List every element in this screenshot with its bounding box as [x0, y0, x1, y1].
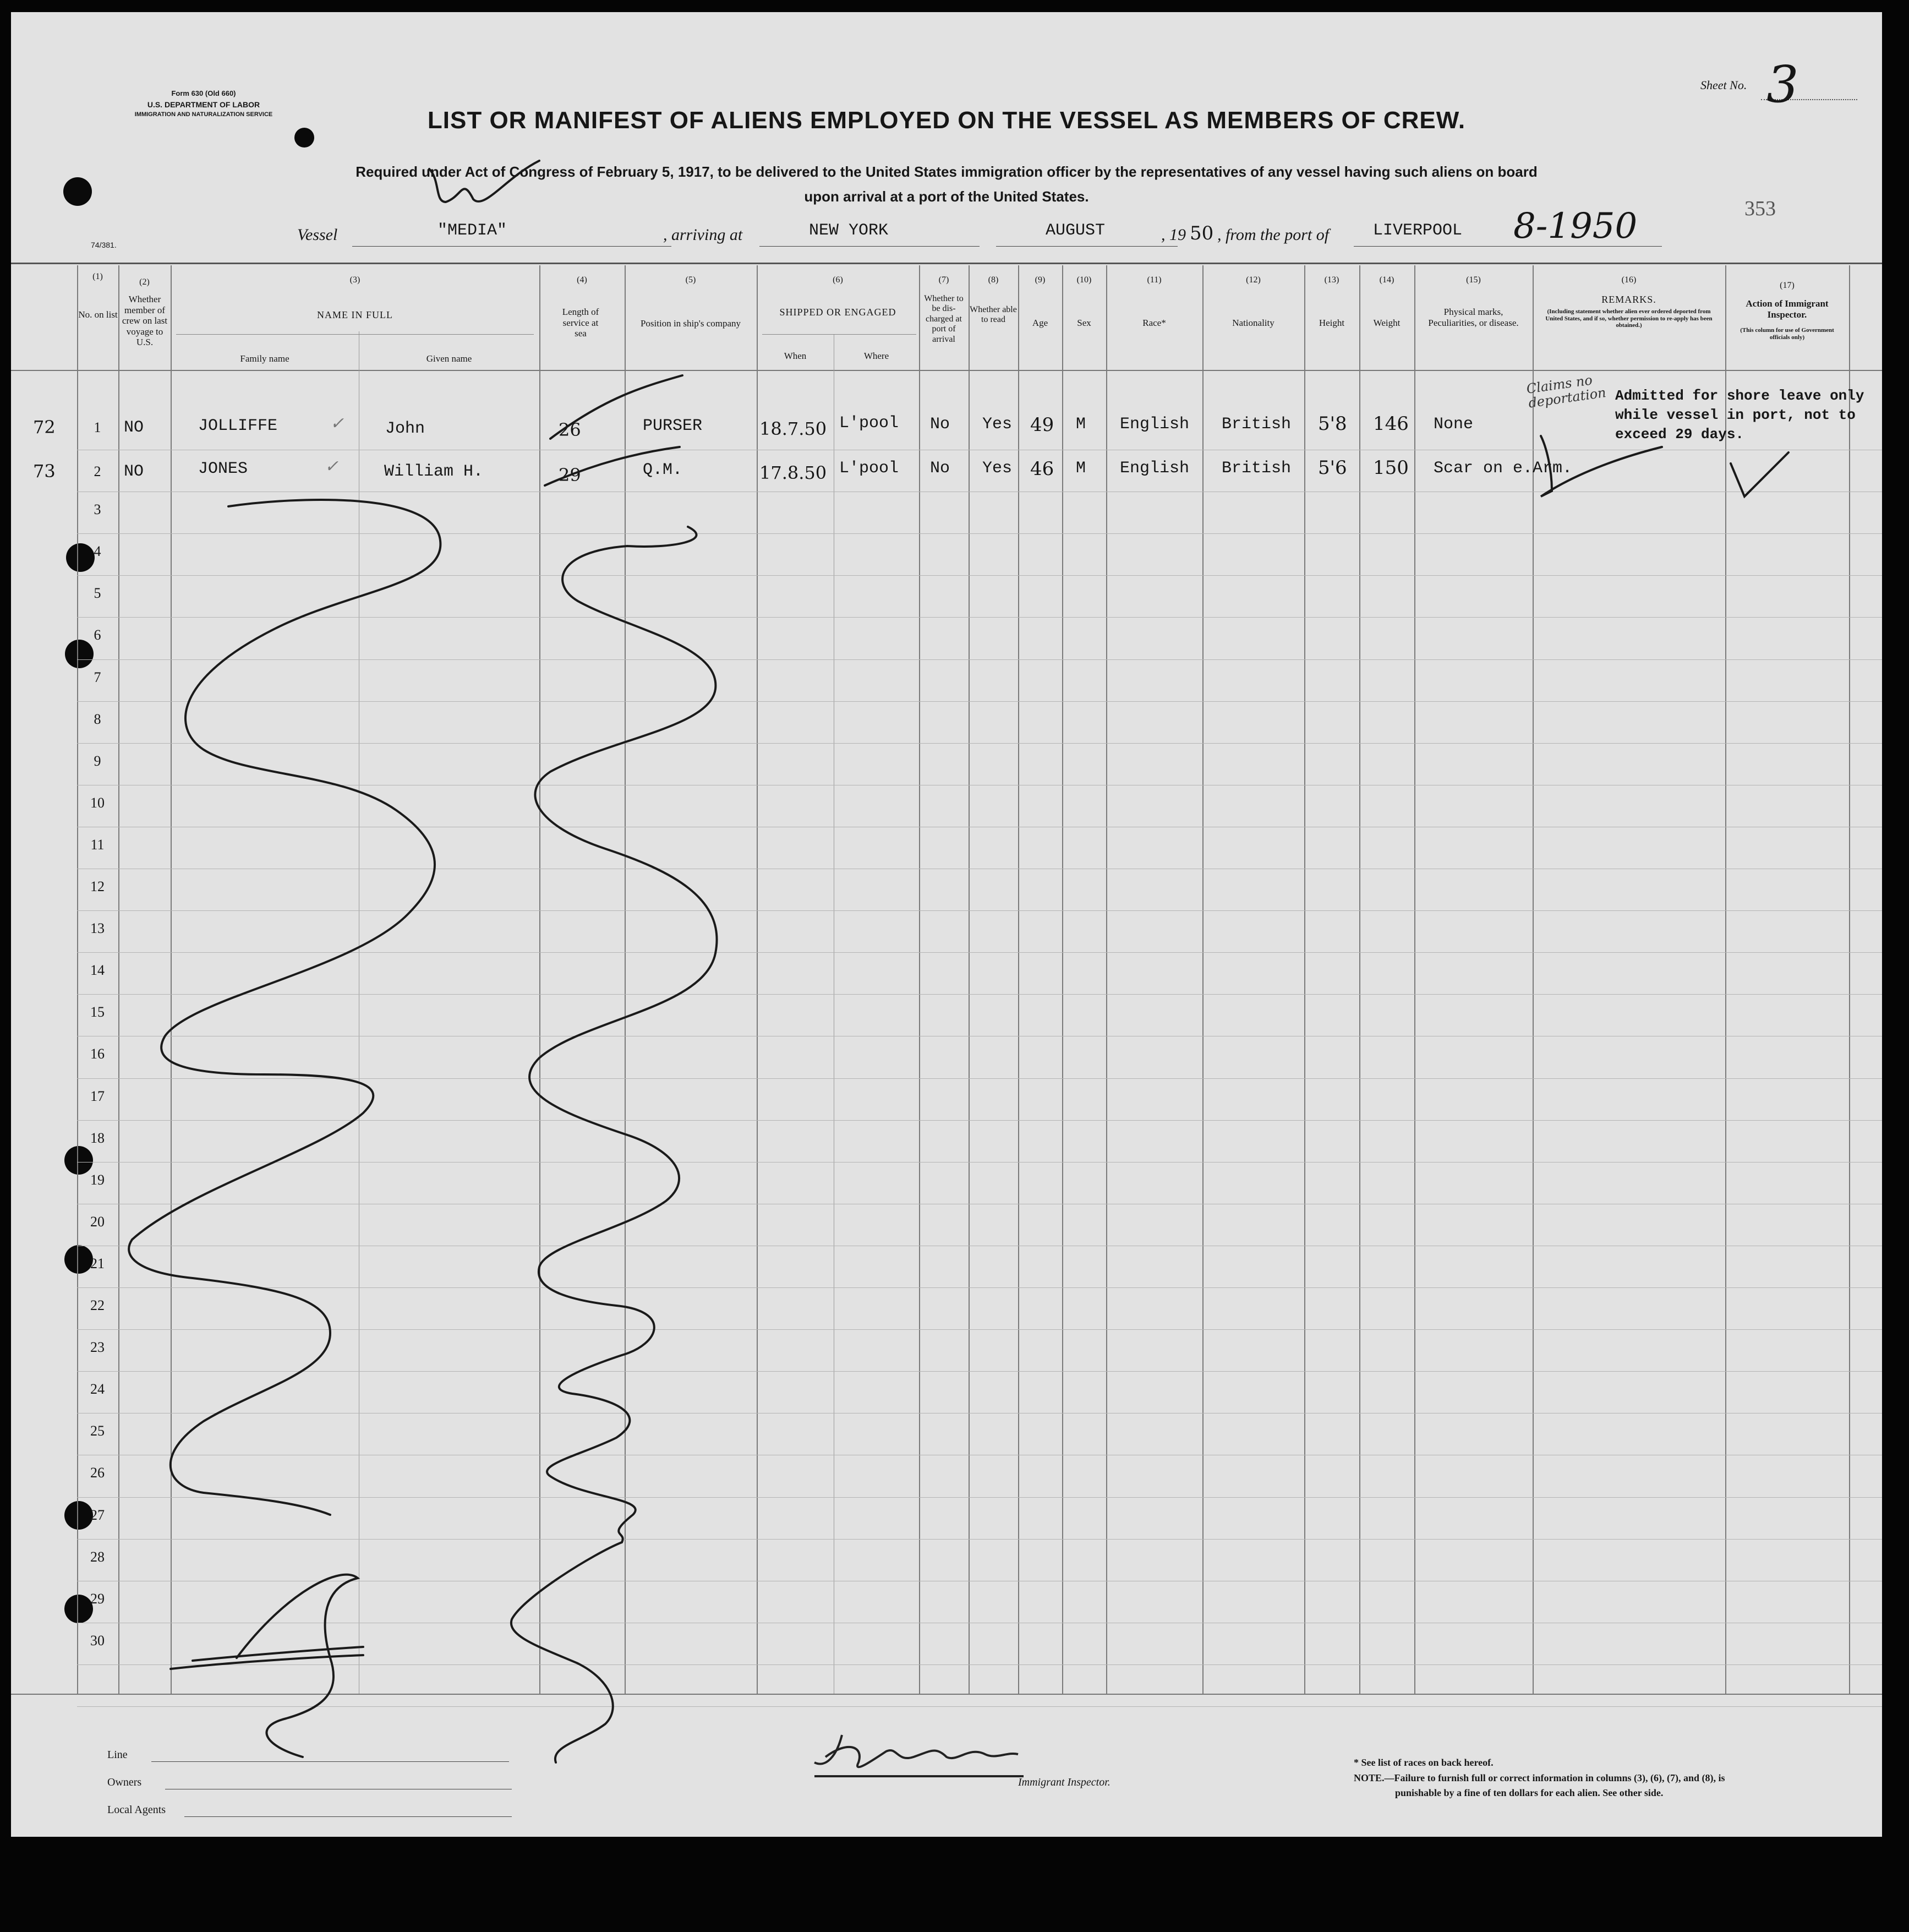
service-name: IMMIGRATION AND NATURALIZATION SERVICE — [134, 111, 273, 118]
vessel-label: Vessel — [297, 226, 338, 244]
position: PURSER — [643, 417, 703, 435]
family-name-heading: Family name — [240, 353, 289, 364]
subtitle-line-1: Required under Act of Congress of February 5, 1917, to be delivered to the United States immigration officer by the representatives of any vessel having such aliens on board — [355, 163, 1538, 180]
initials-scribble — [429, 161, 539, 202]
row-number: 11 — [90, 837, 105, 853]
given-name-heading: Given name — [426, 353, 472, 364]
column-note-16: (Including statement whether alien ever ordered deported from United States, and if so, whether permission to re-apply has been obtained.) — [1545, 308, 1713, 329]
name-column-scribble — [129, 500, 440, 1515]
row-number: 30 — [90, 1633, 105, 1649]
column-heading-8: Whether able to read — [970, 305, 1017, 325]
service-length: 26 — [559, 419, 581, 440]
stamp-number: 353 — [1744, 197, 1776, 220]
row-number: 27 — [90, 1507, 105, 1523]
column-number-16: (16) — [1621, 275, 1637, 285]
row-number: 4 — [94, 543, 101, 559]
given-name: John — [385, 419, 425, 438]
able-to-read: Yes — [982, 415, 1013, 434]
column-heading-9: Age — [1032, 318, 1048, 328]
weight: 146 — [1373, 413, 1409, 435]
row-number: 24 — [90, 1381, 105, 1397]
column-number-13: (13) — [1324, 275, 1339, 285]
height: 5'8 — [1318, 413, 1347, 435]
row-strike — [550, 375, 682, 439]
row-number: 10 — [90, 795, 105, 811]
row-number: 5 — [94, 585, 101, 601]
column-heading-12: Nationality — [1232, 318, 1275, 328]
column-number-6: (6) — [833, 275, 843, 285]
discharged: No — [930, 415, 950, 434]
row-number: 14 — [90, 962, 105, 978]
from-port: LIVERPOOL — [1373, 221, 1463, 240]
from-port-label: , from the port of — [1217, 226, 1330, 244]
age: 49 — [1030, 414, 1054, 436]
column-number-2: (2) — [139, 277, 150, 287]
row-number: 18 — [90, 1130, 105, 1146]
line-underline — [151, 1761, 509, 1762]
physical-marks: Scar on e.Arm. — [1434, 459, 1573, 478]
row-number: 1 — [94, 419, 101, 435]
last-voyage-value: NO — [124, 462, 144, 481]
row-number: 6 — [94, 627, 101, 643]
row-number: 15 — [90, 1004, 105, 1020]
family-name: JOLLIFFE — [198, 417, 278, 435]
nationality: British — [1222, 459, 1292, 478]
row-number: 17 — [90, 1088, 105, 1104]
row-number: 2 — [94, 463, 101, 479]
bottom-strike — [193, 1647, 363, 1661]
shipped-where: L'pool — [839, 414, 899, 433]
row-number: 12 — [90, 878, 105, 894]
column-heading-6: SHIPPED OR ENGAGED — [779, 307, 896, 318]
row-number: 20 — [90, 1214, 105, 1230]
column-number-17: (17) — [1780, 281, 1795, 290]
inspector-tick — [1541, 436, 1662, 496]
inspector-signature — [803, 1724, 1051, 1784]
row-strike — [545, 447, 683, 485]
bottom-strike — [171, 1655, 363, 1669]
check-mark: ✓ — [325, 457, 339, 476]
inspector-tick — [1731, 452, 1788, 496]
given-name: William H. — [384, 462, 484, 481]
column-number-1: (1) — [92, 272, 103, 281]
department-name: U.S. DEPARTMENT OF LABOR — [147, 100, 260, 109]
margin-number: 73 — [33, 461, 56, 482]
column-heading-10: Sex — [1077, 318, 1091, 328]
column-number-14: (14) — [1379, 275, 1394, 285]
check-mark: ✓ — [330, 414, 344, 433]
line-label: Line — [107, 1749, 128, 1761]
bottom-name-scribble — [237, 1575, 358, 1757]
column-heading-17: Action of Immigrant Inspector. — [1746, 298, 1829, 320]
column-number-4: (4) — [577, 275, 587, 285]
local-agents-underline — [184, 1816, 512, 1817]
column-heading-1: No. on list — [78, 309, 118, 320]
row-number: 3 — [94, 501, 101, 517]
row-number: 28 — [90, 1549, 105, 1565]
shipped-when: 18.7.50 — [759, 418, 827, 439]
races-note: * See list of races on back hereof. — [1354, 1757, 1494, 1768]
column-number-7: (7) — [938, 275, 949, 285]
manifest-sheet — [11, 12, 1882, 1837]
remarks-handwritten-note: Claims no deportation — [1525, 372, 1607, 411]
row-number: 29 — [90, 1591, 105, 1607]
row-number: 26 — [90, 1465, 105, 1481]
column-number-10: (10) — [1076, 275, 1092, 285]
sheet-label: Sheet No. — [1700, 78, 1747, 92]
column-number-11: (11) — [1147, 275, 1162, 285]
height: 5'6 — [1318, 457, 1347, 479]
race: English — [1120, 459, 1190, 478]
column-note-17: (This column for use of Government officials only) — [1740, 327, 1834, 341]
footer-note-line-2: punishable by a fine of ten dollars for each alien. See other side. — [1395, 1787, 1664, 1798]
service-column-scribble — [529, 527, 716, 1542]
row-number: 23 — [90, 1339, 105, 1355]
column-number-5: (5) — [685, 275, 696, 285]
shipped-when-heading: When — [784, 351, 807, 361]
physical-marks: None — [1434, 415, 1474, 434]
column-number-15: (15) — [1466, 275, 1481, 285]
weight: 150 — [1373, 457, 1409, 479]
form-code: 74/381. — [91, 241, 117, 249]
year-suffix: 50 — [1190, 222, 1214, 244]
remarks-stamp: Admitted for shore leave only while vessel in port, not to exceed 29 days. — [1615, 388, 1864, 443]
margin-number: 72 — [33, 417, 56, 438]
arriving-port: NEW YORK — [809, 221, 889, 240]
owners-label: Owners — [107, 1776, 142, 1788]
arriving-label: , arriving at — [663, 226, 743, 244]
shipped-where: L'pool — [839, 459, 899, 478]
sex: M — [1076, 459, 1086, 478]
row-number: 25 — [90, 1423, 105, 1439]
column-number-12: (12) — [1246, 275, 1261, 285]
row-number: 21 — [90, 1256, 105, 1271]
column-heading-11: Race* — [1142, 318, 1166, 328]
subtitle-line-2: upon arrival at a port of the United States. — [804, 188, 1089, 205]
row-number: 13 — [90, 920, 105, 936]
column-heading-3: NAME IN FULL — [317, 309, 393, 320]
year-prefix: , 19 — [1161, 226, 1186, 244]
arrival-month: AUGUST — [1046, 221, 1106, 240]
column-number-3: (3) — [349, 275, 360, 285]
handwritten-date: 8-1950 — [1513, 206, 1638, 247]
last-voyage-value: NO — [124, 418, 144, 437]
age: 46 — [1030, 458, 1054, 480]
row-number: 7 — [94, 669, 101, 685]
shipped-when: 17.8.50 — [759, 462, 827, 483]
discharged: No — [930, 459, 950, 478]
able-to-read: Yes — [982, 459, 1013, 478]
inspector-label: Immigrant Inspector. — [1018, 1776, 1111, 1788]
row-number: 19 — [90, 1172, 105, 1188]
column-heading-15: Physical marks, Peculiarities, or disease. — [1428, 307, 1519, 328]
row-number: 16 — [90, 1046, 105, 1062]
column-heading-5: Position in ship's company — [640, 318, 741, 329]
sex: M — [1076, 415, 1086, 434]
service-length: 29 — [559, 465, 581, 485]
shipped-where-heading: Where — [863, 351, 889, 361]
page-title: LIST OR MANIFEST OF ALIENS EMPLOYED ON THE VESSEL AS MEMBERS OF CREW. — [427, 107, 1466, 134]
position: Q.M. — [643, 461, 683, 479]
row-number: 8 — [94, 711, 101, 727]
race: English — [1120, 415, 1190, 434]
column-number-8: (8) — [988, 275, 999, 285]
nationality: British — [1222, 415, 1292, 434]
column-heading-7: Whether to be dis-charged at port of arrival — [924, 294, 964, 344]
column-heading-4: Length of service at sea — [562, 307, 599, 339]
service-column-scribble-tail — [511, 1542, 622, 1762]
column-number-9: (9) — [1035, 275, 1046, 285]
column-heading-2: Whether member of crew on last voyage to U.S. — [122, 294, 168, 348]
row-number: 22 — [90, 1297, 105, 1313]
form-number: Form 630 (Old 660) — [171, 89, 236, 97]
column-heading-16: REMARKS. — [1601, 294, 1656, 305]
row-number: 9 — [94, 753, 101, 769]
column-heading-13: Height — [1319, 318, 1345, 328]
footer-note-line-1: NOTE.—Failure to furnish full or correct information in columns (3), (6), (7), and (8), is — [1354, 1772, 1725, 1783]
local-agents-label: Local Agents — [107, 1804, 166, 1816]
vessel-name: "MEDIA" — [437, 221, 507, 240]
family-name: JONES — [198, 460, 248, 478]
sheet-number: 3 — [1766, 55, 1799, 114]
column-heading-14: Weight — [1373, 318, 1401, 328]
cancellation-scribbles — [11, 12, 1882, 1837]
